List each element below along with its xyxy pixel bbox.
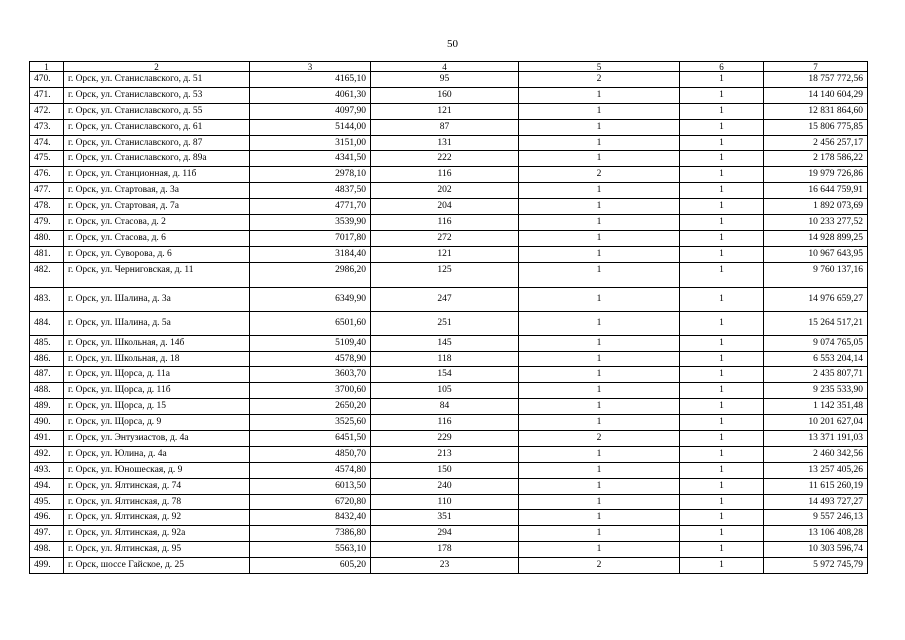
column-6-cell: 1	[680, 87, 764, 103]
table-row	[30, 478, 868, 494]
row-number: 480.	[30, 230, 64, 246]
area-cell: 3525,60	[250, 415, 371, 431]
area-cell: 4341,50	[250, 151, 371, 167]
count-cell: 229	[371, 431, 519, 447]
table-row	[30, 151, 868, 167]
address-cell: г. Орск, ул. Станционная, д. 11б	[64, 167, 250, 183]
amount-cell: 2 435 807,71	[764, 367, 868, 383]
column-6-cell: 1	[680, 399, 764, 415]
area-cell: 3184,40	[250, 246, 371, 262]
table-row	[30, 494, 868, 510]
address-cell: г. Орск, ул. Черниговская, д. 11	[64, 262, 250, 287]
area-cell: 4061,30	[250, 87, 371, 103]
area-cell: 2650,20	[250, 399, 371, 415]
column-5-cell: 1	[519, 230, 680, 246]
amount-cell: 2 456 257,17	[764, 135, 868, 151]
address-cell: г. Орск, ул. Ялтинская, д. 74	[64, 478, 250, 494]
column-6-cell: 1	[680, 183, 764, 199]
area-cell: 3700,60	[250, 383, 371, 399]
column-6-cell: 1	[680, 215, 764, 231]
address-cell: г. Орск, ул. Стасова, д. 2	[64, 215, 250, 231]
column-5-cell: 1	[519, 103, 680, 119]
table-row	[30, 87, 868, 103]
count-cell: 125	[371, 262, 519, 287]
column-6-cell: 1	[680, 383, 764, 399]
column-6-cell: 1	[680, 367, 764, 383]
count-cell: 84	[371, 399, 519, 415]
row-number: 475.	[30, 151, 64, 167]
table-row	[30, 446, 868, 462]
column-5-cell: 1	[519, 446, 680, 462]
row-number: 472.	[30, 103, 64, 119]
column-6-cell: 1	[680, 510, 764, 526]
amount-cell: 13 371 191,03	[764, 431, 868, 447]
amount-cell: 10 201 627,04	[764, 415, 868, 431]
row-number: 497.	[30, 526, 64, 542]
row-number: 484.	[30, 311, 64, 335]
column-5-cell: 1	[519, 542, 680, 558]
area-cell: 5109,40	[250, 335, 371, 351]
table-row	[30, 135, 868, 151]
area-cell: 4771,70	[250, 199, 371, 215]
count-cell: 23	[371, 558, 519, 574]
area-cell: 4165,10	[250, 72, 371, 88]
area-cell: 2978,10	[250, 167, 371, 183]
address-cell: г. Орск, ул. Ялтинская, д. 78	[64, 494, 250, 510]
column-6-cell: 1	[680, 199, 764, 215]
table-row	[30, 526, 868, 542]
column-5-cell: 1	[519, 87, 680, 103]
amount-cell: 10 967 643,95	[764, 246, 868, 262]
row-number: 473.	[30, 119, 64, 135]
column-5-cell: 1	[519, 478, 680, 494]
column-5-cell: 1	[519, 246, 680, 262]
count-cell: 178	[371, 542, 519, 558]
column-5-cell: 1	[519, 311, 680, 335]
amount-cell: 15 806 775,85	[764, 119, 868, 135]
column-header: 3	[250, 62, 371, 72]
row-number: 499.	[30, 558, 64, 574]
address-cell: г. Орск, ул. Энтузиастов, д. 4а	[64, 431, 250, 447]
column-6-cell: 1	[680, 151, 764, 167]
address-cell: г. Орск, ул. Стартовая, д. 7а	[64, 199, 250, 215]
count-cell: 251	[371, 311, 519, 335]
table-row	[30, 262, 868, 287]
area-cell: 5144,00	[250, 119, 371, 135]
count-cell: 213	[371, 446, 519, 462]
column-5-cell: 1	[519, 151, 680, 167]
table-row	[30, 558, 868, 574]
address-cell: г. Орск, ул. Станиславского, д. 51	[64, 72, 250, 88]
address-cell: г. Орск, ул. Суворова, д. 6	[64, 246, 250, 262]
amount-cell: 14 140 604,29	[764, 87, 868, 103]
amount-cell: 10 303 596,74	[764, 542, 868, 558]
row-number: 477.	[30, 183, 64, 199]
table-row	[30, 510, 868, 526]
address-cell: г. Орск, ул. Ялтинская, д. 92а	[64, 526, 250, 542]
area-cell: 4578,90	[250, 351, 371, 367]
table-row	[30, 167, 868, 183]
column-5-cell: 1	[519, 462, 680, 478]
address-cell: г. Орск, ул. Станиславского, д. 55	[64, 103, 250, 119]
amount-cell: 2 178 586,22	[764, 151, 868, 167]
address-cell: г. Орск, ул. Ялтинская, д. 92	[64, 510, 250, 526]
count-cell: 131	[371, 135, 519, 151]
address-cell: г. Орск, ул. Стартовая, д. 3а	[64, 183, 250, 199]
row-number: 474.	[30, 135, 64, 151]
row-number: 493.	[30, 462, 64, 478]
address-cell: г. Орск, ул. Щорса, д. 11а	[64, 367, 250, 383]
column-6-cell: 1	[680, 415, 764, 431]
address-cell: г. Орск, ул. Щорса, д. 9	[64, 415, 250, 431]
column-5-cell: 1	[519, 494, 680, 510]
count-cell: 121	[371, 103, 519, 119]
column-6-cell: 1	[680, 230, 764, 246]
address-cell: г. Орск, ул. Станиславского, д. 87	[64, 135, 250, 151]
count-cell: 118	[371, 351, 519, 367]
row-number: 476.	[30, 167, 64, 183]
registry-table	[29, 61, 868, 574]
column-6-cell: 1	[680, 351, 764, 367]
column-5-cell: 1	[519, 215, 680, 231]
row-number: 496.	[30, 510, 64, 526]
area-cell: 4850,70	[250, 446, 371, 462]
column-5-cell: 1	[519, 287, 680, 311]
column-6-cell: 1	[680, 431, 764, 447]
area-cell: 4097,90	[250, 103, 371, 119]
table-row	[30, 431, 868, 447]
table-row	[30, 183, 868, 199]
column-5-cell: 1	[519, 199, 680, 215]
count-cell: 204	[371, 199, 519, 215]
address-cell: г. Орск, ул. Юлина, д. 4а	[64, 446, 250, 462]
address-cell: г. Орск, ул. Ялтинская, д. 95	[64, 542, 250, 558]
column-header: 4	[371, 62, 519, 72]
count-cell: 105	[371, 383, 519, 399]
row-number: 479.	[30, 215, 64, 231]
row-number: 470.	[30, 72, 64, 88]
area-cell: 6013,50	[250, 478, 371, 494]
address-cell: г. Орск, ул. Школьная, д. 14б	[64, 335, 250, 351]
area-cell: 8432,40	[250, 510, 371, 526]
amount-cell: 9 760 137,16	[764, 262, 868, 287]
column-5-cell: 1	[519, 119, 680, 135]
column-5-cell: 1	[519, 526, 680, 542]
row-number: 492.	[30, 446, 64, 462]
column-6-cell: 1	[680, 246, 764, 262]
count-cell: 240	[371, 478, 519, 494]
column-6-cell: 1	[680, 119, 764, 135]
column-5-cell: 1	[519, 183, 680, 199]
address-cell: г. Орск, ул. Станиславского, д. 53	[64, 87, 250, 103]
amount-cell: 13 257 405,26	[764, 462, 868, 478]
amount-cell: 14 493 727,27	[764, 494, 868, 510]
column-5-cell: 2	[519, 167, 680, 183]
table-row	[30, 311, 868, 335]
column-6-cell: 1	[680, 446, 764, 462]
table-row	[30, 462, 868, 478]
amount-cell: 10 233 277,52	[764, 215, 868, 231]
column-6-cell: 1	[680, 135, 764, 151]
column-6-cell: 1	[680, 462, 764, 478]
table-row	[30, 103, 868, 119]
area-cell: 4837,50	[250, 183, 371, 199]
table-row	[30, 119, 868, 135]
column-5-cell: 1	[519, 415, 680, 431]
column-5-cell: 1	[519, 399, 680, 415]
address-cell: г. Орск, ул. Станиславского, д. 61	[64, 119, 250, 135]
column-6-cell: 1	[680, 103, 764, 119]
row-number: 491.	[30, 431, 64, 447]
table-row	[30, 199, 868, 215]
row-number: 489.	[30, 399, 64, 415]
area-cell: 6349,90	[250, 287, 371, 311]
column-6-cell: 1	[680, 542, 764, 558]
count-cell: 294	[371, 526, 519, 542]
column-6-cell: 1	[680, 262, 764, 287]
column-6-cell: 1	[680, 526, 764, 542]
page-number: 50	[447, 38, 458, 50]
column-6-cell: 1	[680, 335, 764, 351]
area-cell: 3539,90	[250, 215, 371, 231]
count-cell: 95	[371, 72, 519, 88]
table-row	[30, 351, 868, 367]
area-cell: 6501,60	[250, 311, 371, 335]
column-6-cell: 1	[680, 478, 764, 494]
column-5-cell: 1	[519, 351, 680, 367]
column-header: 6	[680, 62, 764, 72]
column-6-cell: 1	[680, 558, 764, 574]
row-number: 485.	[30, 335, 64, 351]
amount-cell: 18 757 772,56	[764, 72, 868, 88]
table-row	[30, 367, 868, 383]
count-cell: 202	[371, 183, 519, 199]
count-cell: 145	[371, 335, 519, 351]
count-cell: 154	[371, 367, 519, 383]
address-cell: г. Орск, ул. Стасова, д. 6	[64, 230, 250, 246]
count-cell: 272	[371, 230, 519, 246]
row-number: 495.	[30, 494, 64, 510]
column-5-cell: 1	[519, 510, 680, 526]
row-number: 483.	[30, 287, 64, 311]
amount-cell: 1 892 073,69	[764, 199, 868, 215]
row-number: 481.	[30, 246, 64, 262]
table-row	[30, 215, 868, 231]
column-5-cell: 2	[519, 431, 680, 447]
amount-cell: 9 074 765,05	[764, 335, 868, 351]
table-row	[30, 72, 868, 88]
column-header: 2	[64, 62, 250, 72]
amount-cell: 9 235 533,90	[764, 383, 868, 399]
column-5-cell: 1	[519, 383, 680, 399]
row-number: 478.	[30, 199, 64, 215]
column-6-cell: 1	[680, 287, 764, 311]
area-cell: 7386,80	[250, 526, 371, 542]
table-row	[30, 415, 868, 431]
count-cell: 150	[371, 462, 519, 478]
area-cell: 5563,10	[250, 542, 371, 558]
row-number: 482.	[30, 262, 64, 287]
row-number: 494.	[30, 478, 64, 494]
column-5-cell: 1	[519, 335, 680, 351]
amount-cell: 16 644 759,91	[764, 183, 868, 199]
column-5-cell: 2	[519, 558, 680, 574]
address-cell: г. Орск, ул. Шалина, д. 5а	[64, 311, 250, 335]
column-5-cell: 2	[519, 72, 680, 88]
area-cell: 7017,80	[250, 230, 371, 246]
area-cell: 4574,80	[250, 462, 371, 478]
table-row	[30, 399, 868, 415]
column-5-cell: 1	[519, 367, 680, 383]
row-number: 498.	[30, 542, 64, 558]
row-number: 490.	[30, 415, 64, 431]
address-cell: г. Орск, ул. Юношеская, д. 9	[64, 462, 250, 478]
amount-cell: 14 928 899,25	[764, 230, 868, 246]
area-cell: 605,20	[250, 558, 371, 574]
amount-cell: 15 264 517,21	[764, 311, 868, 335]
address-cell: г. Орск, шоссе Гайское, д. 25	[64, 558, 250, 574]
count-cell: 116	[371, 167, 519, 183]
amount-cell: 19 979 726,86	[764, 167, 868, 183]
amount-cell: 14 976 659,27	[764, 287, 868, 311]
count-cell: 116	[371, 215, 519, 231]
column-6-cell: 1	[680, 494, 764, 510]
area-cell: 6720,80	[250, 494, 371, 510]
count-cell: 222	[371, 151, 519, 167]
column-header: 7	[764, 62, 868, 72]
table-row	[30, 335, 868, 351]
row-number: 486.	[30, 351, 64, 367]
table-row	[30, 246, 868, 262]
count-cell: 121	[371, 246, 519, 262]
column-5-cell: 1	[519, 135, 680, 151]
address-cell: г. Орск, ул. Станиславского, д. 89а	[64, 151, 250, 167]
column-header: 1	[30, 62, 64, 72]
count-cell: 87	[371, 119, 519, 135]
table-row	[30, 542, 868, 558]
count-cell: 110	[371, 494, 519, 510]
area-cell: 2986,20	[250, 262, 371, 287]
address-cell: г. Орск, ул. Щорса, д. 11б	[64, 383, 250, 399]
amount-cell: 2 460 342,56	[764, 446, 868, 462]
amount-cell: 11 615 260,19	[764, 478, 868, 494]
table-row	[30, 383, 868, 399]
count-cell: 116	[371, 415, 519, 431]
column-6-cell: 1	[680, 72, 764, 88]
area-cell: 3151,00	[250, 135, 371, 151]
area-cell: 6451,50	[250, 431, 371, 447]
row-number: 487.	[30, 367, 64, 383]
count-cell: 247	[371, 287, 519, 311]
row-number: 488.	[30, 383, 64, 399]
column-header: 5	[519, 62, 680, 72]
row-number: 471.	[30, 87, 64, 103]
count-cell: 351	[371, 510, 519, 526]
table-body	[30, 72, 868, 574]
amount-cell: 13 106 408,28	[764, 526, 868, 542]
address-cell: г. Орск, ул. Школьная, д. 18	[64, 351, 250, 367]
area-cell: 3603,70	[250, 367, 371, 383]
table-row	[30, 230, 868, 246]
amount-cell: 1 142 351,48	[764, 399, 868, 415]
address-cell: г. Орск, ул. Щорса, д. 15	[64, 399, 250, 415]
table-row	[30, 287, 868, 311]
address-cell: г. Орск, ул. Шалина, д. 3а	[64, 287, 250, 311]
column-6-cell: 1	[680, 167, 764, 183]
column-5-cell: 1	[519, 262, 680, 287]
amount-cell: 5 972 745,79	[764, 558, 868, 574]
amount-cell: 9 557 246,13	[764, 510, 868, 526]
column-number-row	[30, 62, 868, 72]
amount-cell: 12 831 864,60	[764, 103, 868, 119]
column-6-cell: 1	[680, 311, 764, 335]
amount-cell: 6 553 204,14	[764, 351, 868, 367]
count-cell: 160	[371, 87, 519, 103]
